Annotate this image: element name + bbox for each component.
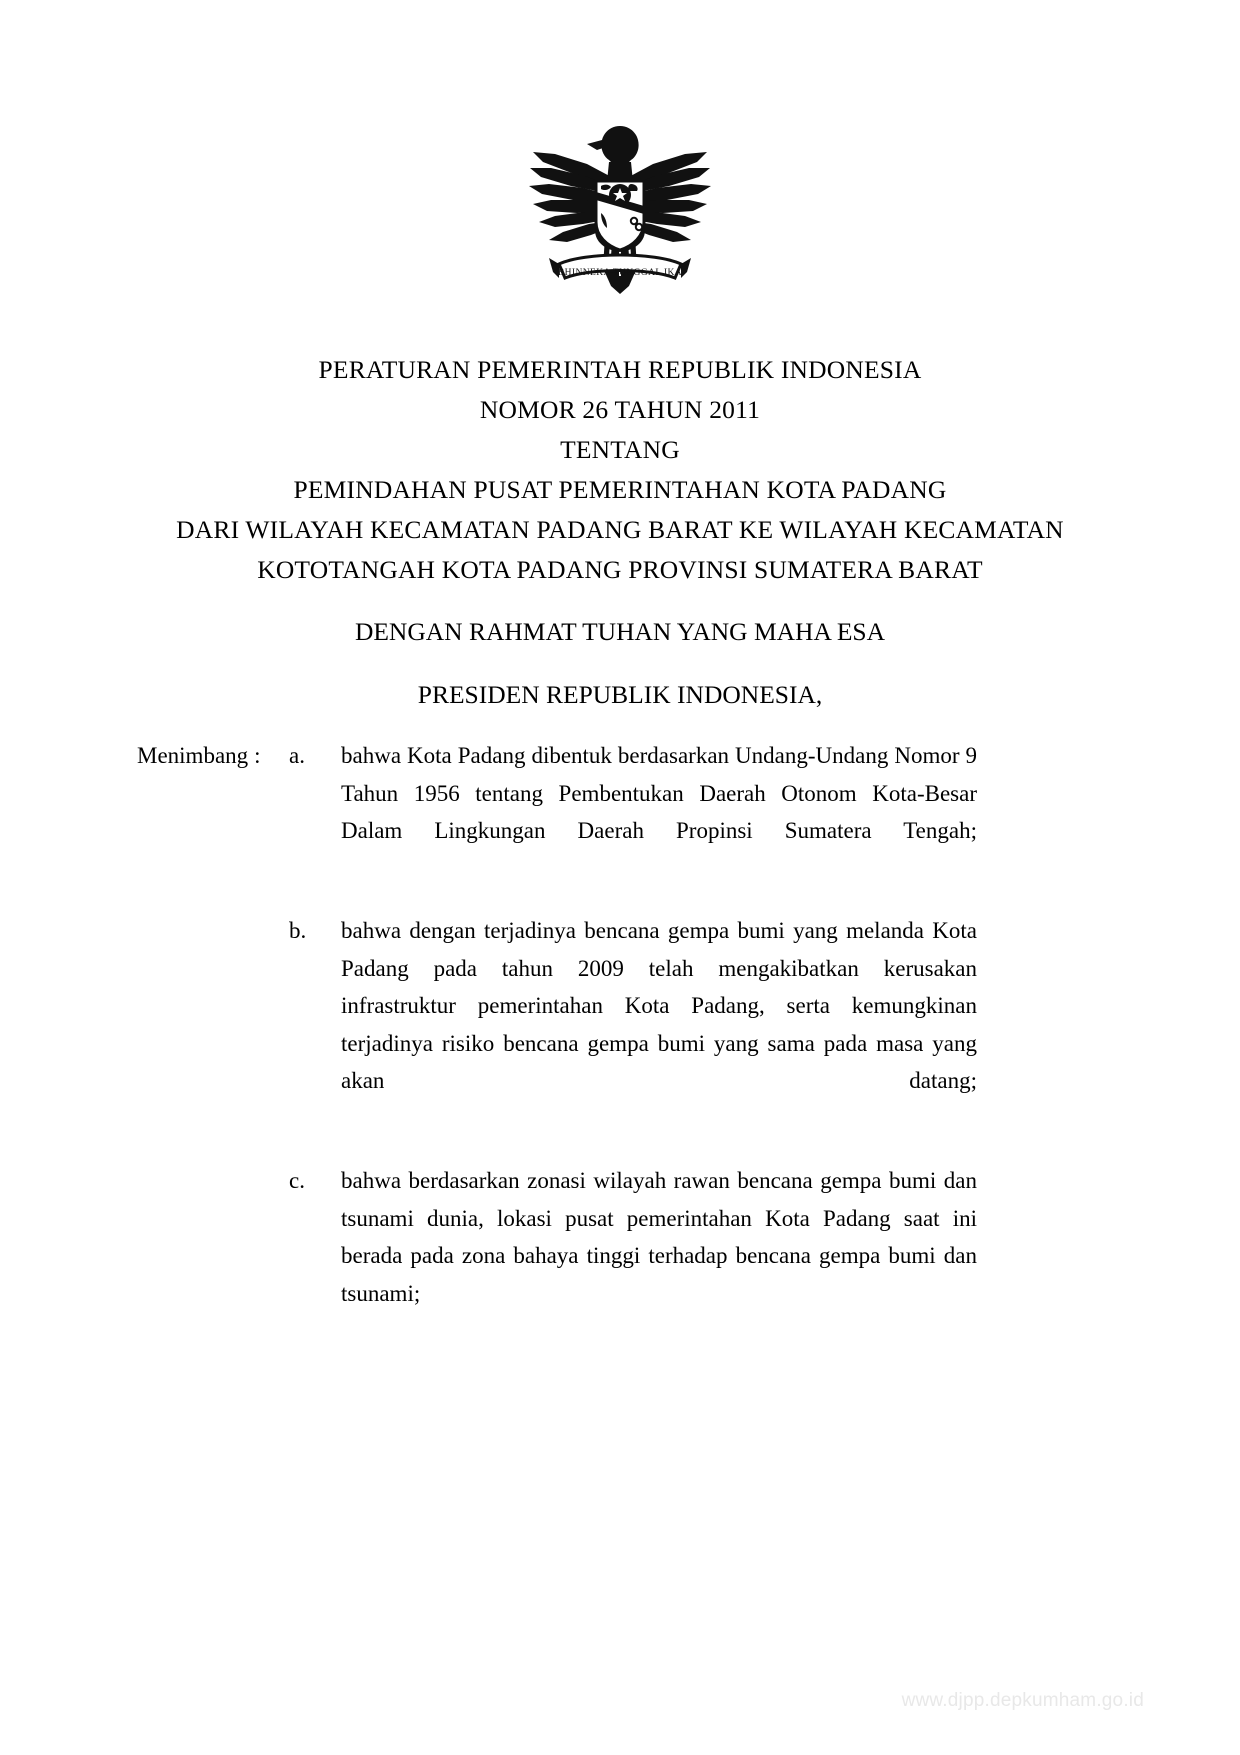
svg-text:BHINNEKA TUNGGAL IKA: BHINNEKA TUNGGAL IKA	[557, 268, 683, 278]
item-text-b: bahwa dengan terjadinya bencana gempa bumi yang melanda Kota Padang pada tahun 2009 telah mengakibatkan kerusakan infrastruktur pemerintahan Kota Padang, serta kemungkinan terjadinya risiko bencana gempa bumi yang sama pada masa yang akan datang;	[341, 918, 977, 1093]
considerans-colon: :	[254, 743, 261, 768]
item-letter-c: c.	[289, 1168, 305, 1193]
pancasila-shield	[596, 181, 644, 250]
item-letter-a: a.	[289, 743, 305, 768]
considerans-item-b	[137, 912, 977, 1137]
blessing-line: DENGAN RAHMAT TUHAN YANG MAHA ESA	[354, 617, 886, 646]
footer-watermark: www.djpp.depkumham.go.id	[901, 1690, 1144, 1711]
considerans-label	[137, 737, 289, 775]
item-letter-b: b.	[289, 918, 307, 943]
considerans-label-text: Menimbang	[137, 743, 249, 768]
title-line-tentang: TENTANG	[560, 435, 680, 464]
title-line-regulation: PERATURAN PEMERINTAH REPUBLIK INDONESIA	[318, 355, 922, 384]
considerans-item-a	[137, 737, 977, 887]
item-text-c: bahwa berdasarkan zonasi wilayah rawan bencana gempa bumi dan tsunami dunia, lokasi pusat pemerintahan Kota Padang saat ini berada pada zona bahaya tinggi terhadap bencana gempa bumi dan tsunami;	[341, 1168, 977, 1306]
title-line-subject-3: KOTOTANGAH KOTA PADANG PROVINSI SUMATERA BARAT	[257, 555, 983, 584]
emblem-container	[0, 118, 1240, 303]
title-line-number: NOMOR 26 TAHUN 2011	[479, 395, 761, 424]
issuer-line: PRESIDEN REPUBLIK INDONESIA,	[417, 680, 823, 709]
considerans-section	[137, 737, 977, 1350]
title-line-subject-1: PEMINDAHAN PUSAT PEMERINTAHAN KOTA PADANG	[293, 475, 947, 504]
garuda-pancasila-emblem	[525, 118, 715, 303]
item-text-a: bahwa Kota Padang dibentuk berdasarkan Undang-Undang Nomor 9 Tahun 1956 tentang Pembentukan Daerah Otonom Kota-Besar Dalam Lingkungan Daerah Propinsi Sumatera Tengah;	[341, 743, 977, 843]
considerans-item-c	[137, 1162, 977, 1350]
title-line-subject-2: DARI WILAYAH KECAMATAN PADANG BARAT KE WILAYAH KECAMATAN	[176, 515, 1064, 544]
document-title-block	[0, 350, 1240, 590]
motto-ribbon	[549, 255, 691, 278]
